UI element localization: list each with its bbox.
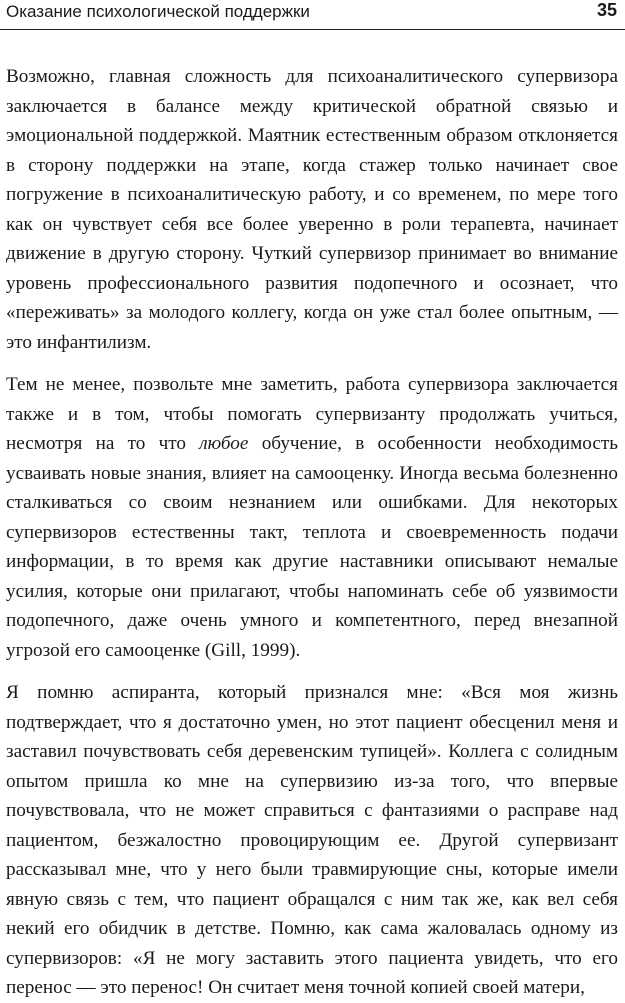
- page-header: [0, 0, 625, 30]
- page-number: 35: [596, 0, 617, 20]
- running-title: Оказание психологической поддержки: [6, 2, 310, 21]
- paragraph-2: [6, 370, 618, 665]
- paragraph-1: Возможно, главная сложность для психоаналитического супервизора заключается в балансе между критической обратной связью и эмоциональной поддержкой. Маятник естественным образом отклоняется в сторону поддержки на этапе, когда стажер только начинает свое погружение в психоаналитическую работу, и со временем, по мере того как он чувствует себя все более уверенно в роли терапевта, начинает движение в другую сторону. Чуткий супервизор принимает во внимание уровень профессионального развития подопечного и осознает, что «переживать» за молодого коллегу, когда он уже стал более опытным, — это инфантилизм.: [6, 66, 618, 353]
- paragraph-3: Я помню аспиранта, который признался мне: «Вся моя жизнь подтверждает, что я достаточно умен, но этот пациент обесценил меня и заставил почувствовать себя деревенским тупицей». Коллега с солидным опытом пришла ко мне на супервизию из-за того, что впервые почувствовала, что не может справиться с фантазиями о расправе над пациентом, безжалостно провоцирующим ее. Другой супервизант рассказывал мне, что у него были травмирующие сны, которые имели явную связь с тем, что пациент обращался с ним так же, как вел себя некий его обидчик в детстве. Помню, как сама жаловалась одному из супервизоров: «Я не могу заставить этого пациента увидеть, что его перенос — это перенос! Он считает меня точной копией своей матери,: [6, 682, 618, 998]
- body-text: [6, 62, 618, 1003]
- emphasized-word: любое: [199, 433, 249, 454]
- paragraph-2-part-2: обучение, в особенности необходимость усваивать новые знания, влияет на самооценку. Иногда весьма болезненно сталкиваться со своим незнанием или ошибками. Для некоторых супервизоров естественны такт, теплота и своевременность подачи информации, в то время как другие наставники описывают немалые усилия, которые они прилагают, чтобы напоминать себе об уязвимости подопечного, даже очень умного и компетентного, перед внезапной угрозой его самооценке (Gill, 1999).: [6, 433, 618, 661]
- paragraph-2-part-1: Тем не менее, позвольте мне заметить, работа супервизора заключается также и в том, чтобы помогать супервизанту продолжать учиться, несмотря на то что: [6, 374, 618, 454]
